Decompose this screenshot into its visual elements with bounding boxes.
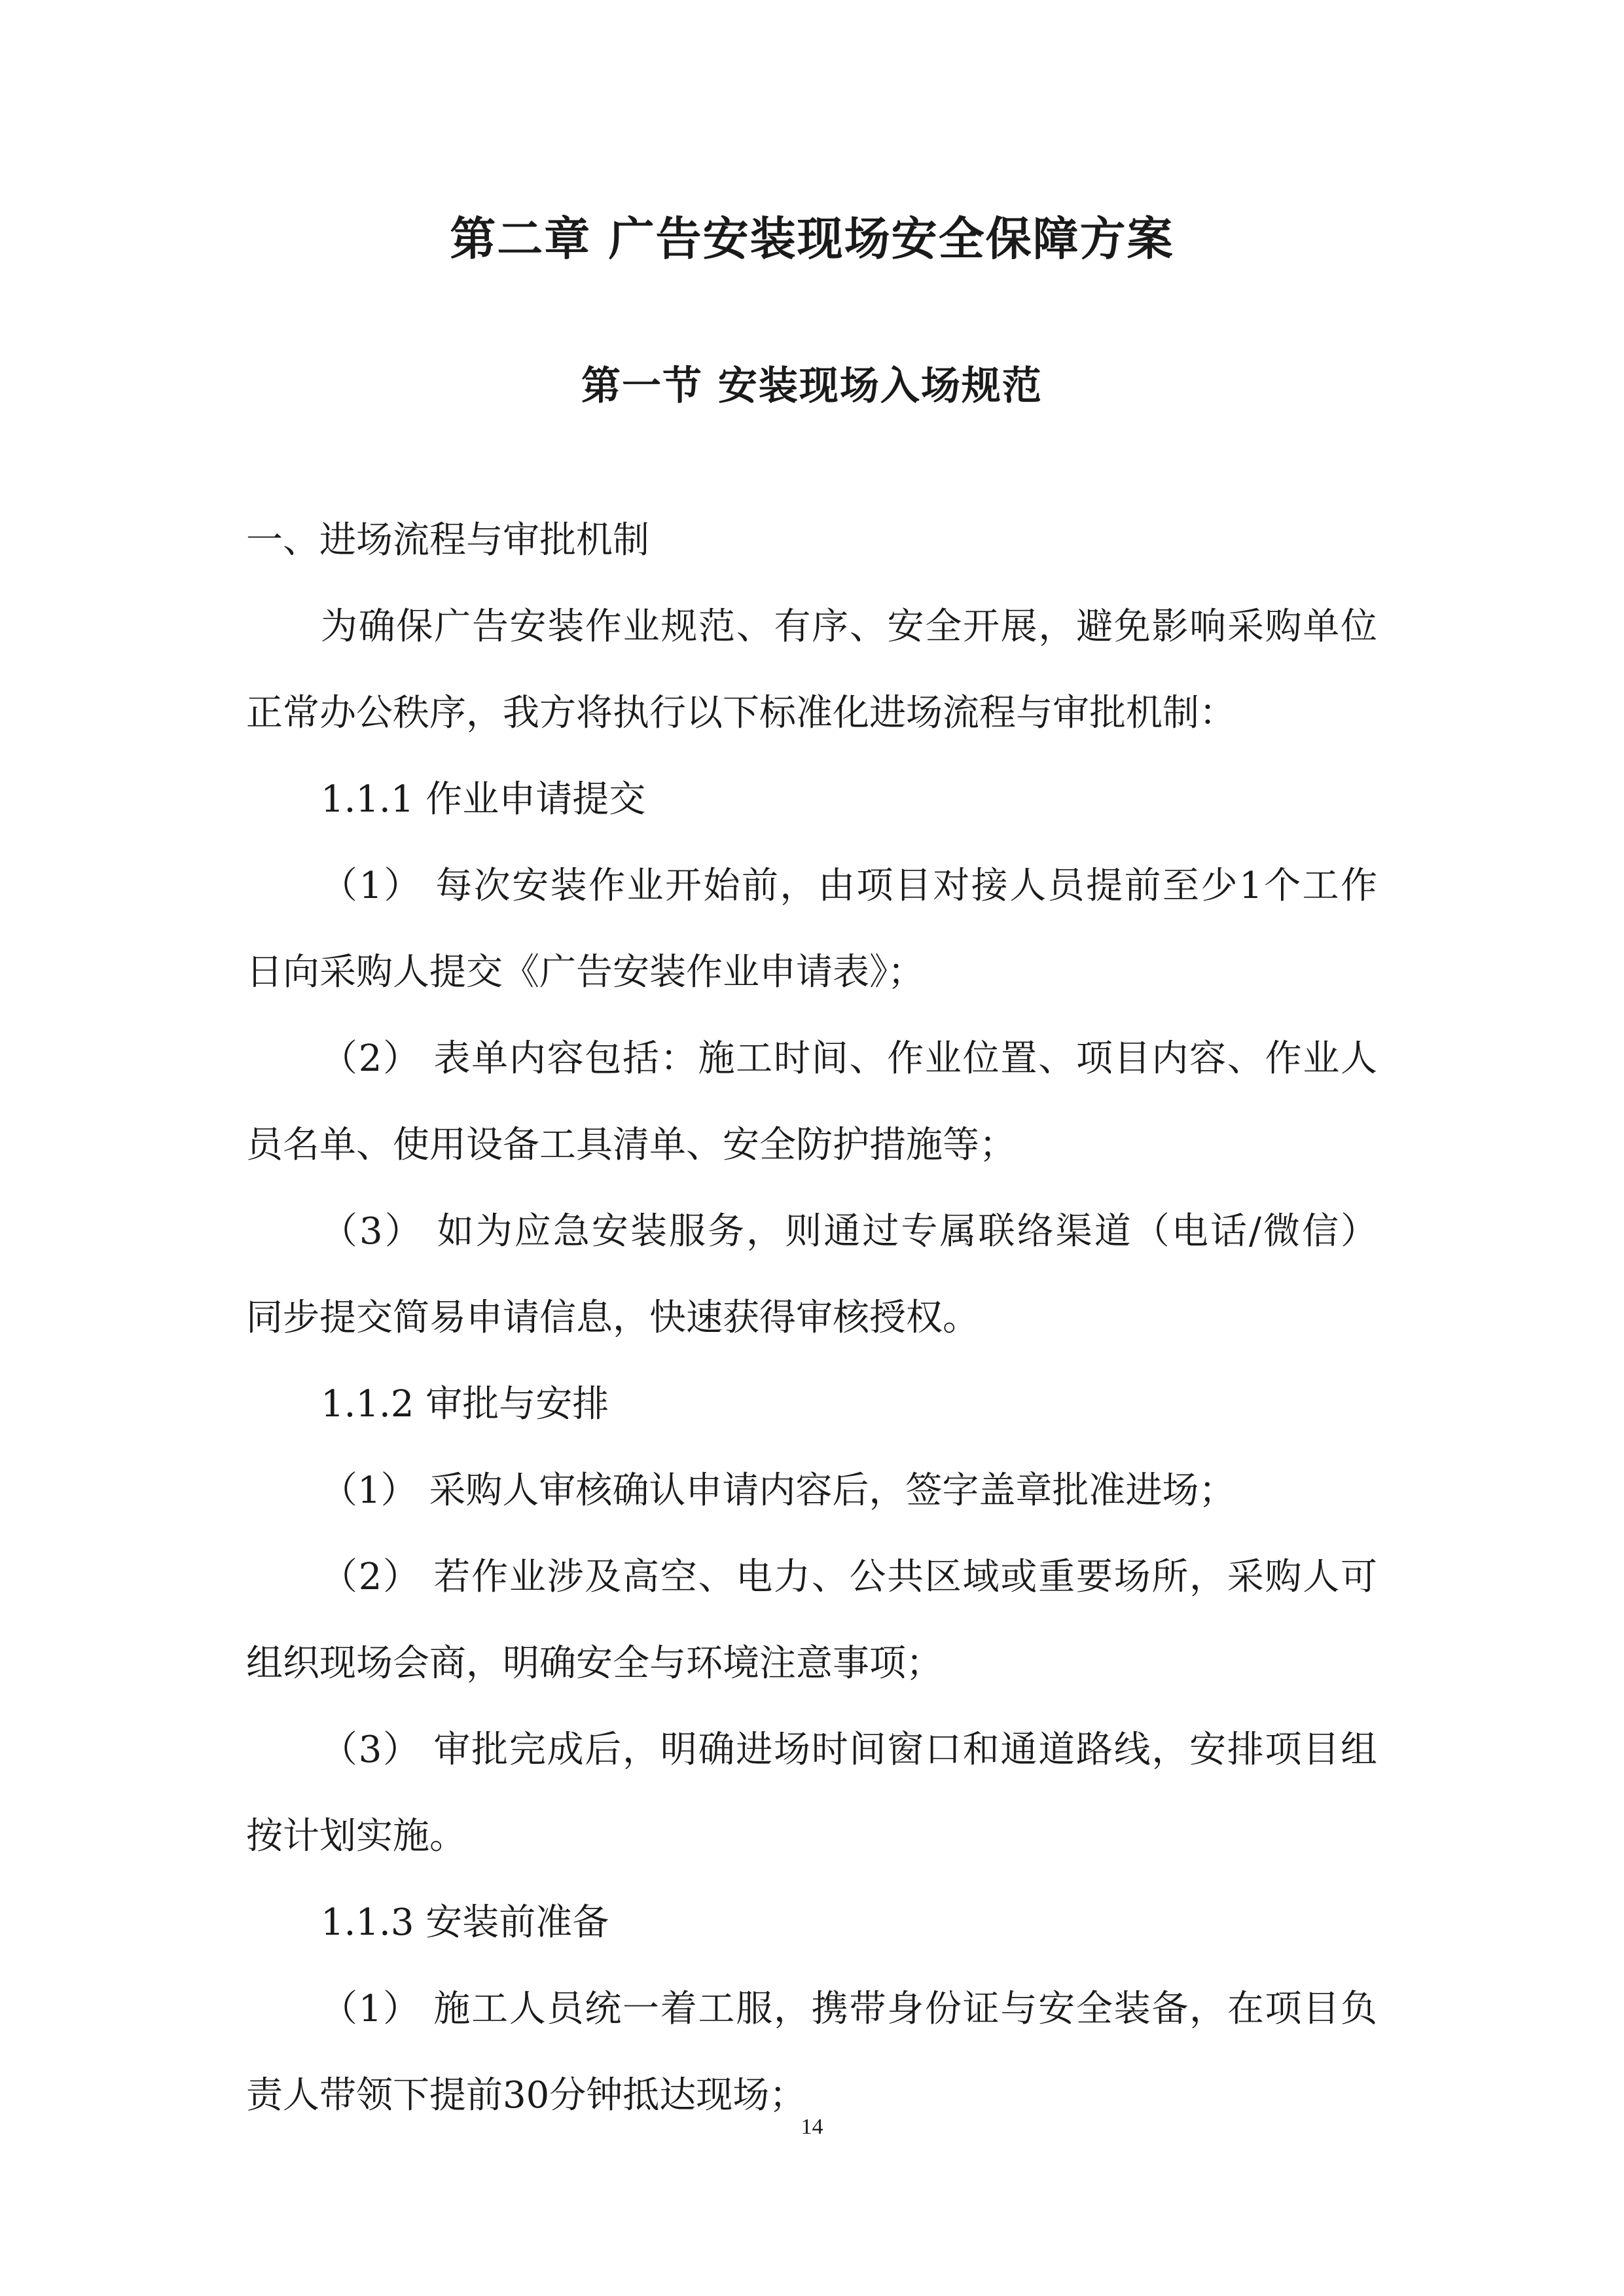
item-1-1-1-3-line-1: （3） 如为应急安装服务，则通过专属联络渠道（电话/微信） bbox=[321, 1210, 1377, 1253]
subheading-1-1-2: 1.1.2 审批与安排 bbox=[321, 1383, 609, 1426]
item-1-1-1-2-line-2: 员名单、使用设备工具清单、安全防护措施等； bbox=[246, 1124, 1016, 1166]
item-1-1-1-1-line-2: 日向采购人提交《广告安装作业申请表》； bbox=[246, 951, 924, 994]
heading-process-approval: 一、进场流程与审批机制 bbox=[246, 519, 649, 562]
subheading-1-1-3: 1.1.3 安装前准备 bbox=[321, 1901, 609, 1944]
item-1-1-3-1-line-2: 责人带领下提前30分钟抵达现场； bbox=[246, 2074, 806, 2117]
subheading-1-1-1: 1.1.1 作业申请提交 bbox=[321, 778, 646, 821]
intro-line-2: 正常办公秩序，我方将执行以下标准化进场流程与审批机制： bbox=[246, 692, 1236, 734]
item-1-1-1-2-line-1: （2） 表单内容包括：施工时间、作业位置、项目内容、作业人 bbox=[321, 1037, 1377, 1080]
section-title: 第一节 安装现场入场规范 bbox=[581, 363, 1043, 409]
item-1-1-2-2-line-2: 组织现场会商，明确安全与环境注意事项； bbox=[246, 1642, 943, 1685]
item-1-1-2-2-line-1: （2） 若作业涉及高空、电力、公共区域或重要场所，采购人可 bbox=[321, 1556, 1377, 1598]
body-text bbox=[246, 497, 1377, 2139]
item-1-1-1-3-line-2: 同步提交简易申请信息，快速获得审核授权。 bbox=[246, 1297, 979, 1339]
item-1-1-3-1-line-1: （1） 施工人员统一着工服，携带身份证与安全装备，在项目负 bbox=[321, 1988, 1377, 2030]
item-1-1-2-1-line-1: （1） 采购人审核确认申请内容后，签字盖章批准进场； bbox=[321, 1469, 1236, 1512]
item-1-1-2-3-line-1: （3） 审批完成后，明确进场时间窗口和通道路线，安排项目组 bbox=[321, 1729, 1377, 1771]
intro-line-1: 为确保广告安装作业规范、有序、安全开展，避免影响采购单位 bbox=[321, 605, 1377, 648]
item-1-1-2-3-line-2: 按计划实施。 bbox=[246, 1815, 466, 1857]
item-1-1-1-1-line-1: （1） 每次安装作业开始前，由项目对接人员提前至少1个工作 bbox=[321, 865, 1377, 907]
page-number: 14 bbox=[801, 2115, 823, 2139]
chapter-title: 第二章 广告安装现场安全保障方案 bbox=[450, 211, 1174, 266]
